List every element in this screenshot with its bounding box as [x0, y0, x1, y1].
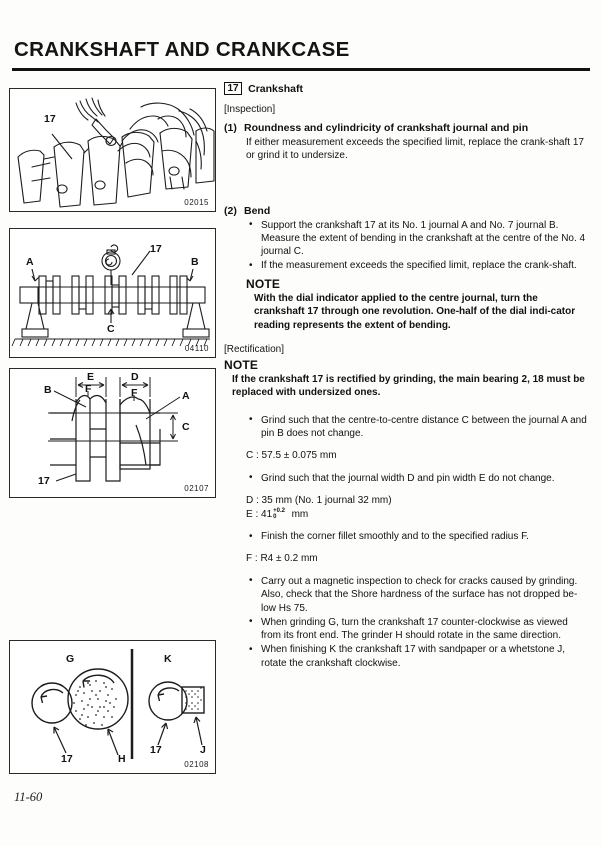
section-heading [224, 82, 590, 95]
figure-1-number: 02015 [184, 198, 209, 207]
figure-2-callout-b: B [191, 256, 199, 268]
figure-3-callout-a: A [182, 390, 190, 402]
content-column [224, 82, 590, 671]
section-number-box: 17 [224, 82, 242, 95]
list-item: • When grinding G, turn the crankshaft 17 counter-clockwise as viewed from its front end. The grinder H should rotate in the same direction. [246, 616, 590, 643]
item-2-bullet-list [246, 219, 590, 273]
list-item: • If the measurement exceeds the specified limit, replace the crank-shaft. [246, 259, 590, 272]
figure-4-callout-k: K [164, 653, 172, 665]
spec-d-e [246, 494, 590, 521]
figure-4-callout-17-left: 17 [61, 753, 73, 765]
bend-note-body: With the dial indicator applied to the centre journal, turn the crankshaft 17 through one revolution. One-half of the dial indi-cator reading represents the extent of bending. [254, 292, 576, 331]
item-1-body: If either measurement exceeds the specified limit, replace the crank-shaft 17 or grind it to undersize. [246, 137, 584, 162]
page-title: CRANKSHAFT AND CRANKCASE [14, 38, 350, 61]
figure-2-number: 04110 [184, 344, 209, 353]
spec-e-tol-bottom: 0 [273, 513, 277, 520]
figure-4-callout-j: J [200, 744, 206, 756]
figure-4-callout-h: H [118, 753, 126, 765]
rectification-bullet-2 [246, 472, 590, 485]
figure-journal-dimensions [9, 368, 216, 498]
figure-3-callout-f2: F [131, 387, 138, 399]
item-1-title: Roundness and cylindricity of crankshaft journal and pin [244, 122, 529, 134]
spec-e-label: E : 41 [246, 508, 273, 520]
figure-4-drawing [10, 641, 215, 773]
figure-measuring-journal [9, 88, 216, 212]
spec-e [246, 508, 590, 522]
spec-e-tol-top: +0.2 [273, 507, 285, 514]
final-bullet-list [246, 575, 590, 670]
spec-e-tolerance [273, 508, 285, 520]
figure-4-number: 02108 [184, 760, 209, 769]
inspection-label: [Inspection] [224, 104, 276, 115]
figure-2-drawing [10, 229, 215, 357]
item-1-heading [224, 122, 590, 134]
list-item: • Grind such that the journal width D and pin width E do not change. [246, 472, 590, 485]
figure-4-callout-g: G [66, 653, 75, 665]
figure-grinding-direction [9, 640, 216, 774]
bend-note-title: NOTE [246, 276, 281, 291]
figure-2-callout-c: C [107, 323, 115, 335]
figure-3-number: 02107 [184, 484, 209, 493]
spec-e-unit: mm [291, 508, 309, 520]
rectification-note-title: NOTE [224, 357, 259, 372]
figure-1-drawing [10, 89, 215, 211]
spec-d: D : 35 mm (No. 1 journal 32 mm) [246, 495, 392, 507]
rectification-bullet-1 [246, 414, 590, 441]
rectification-note-body: If the crankshaft 17 is rectified by grinding, the main bearing 2, 18 must be replaced with undersized ones. [232, 373, 585, 399]
list-item: • Finish the corner fillet smoothly and to the specified radius F. [246, 530, 590, 543]
list-item: • Support the crankshaft 17 at its No. 1 journal A and No. 7 journal B. Measure the extent of bending in the crankshaft at the centre of the No. 4 journal C. [246, 219, 590, 259]
list-item: • Carry out a magnetic inspection to check for cracks caused by grinding. Also, check that the Shore hardness of the surface has not dropped be-low Hs 75. [246, 575, 590, 615]
figure-3-callout-c: C [182, 421, 190, 433]
figure-3-callout-d: D [131, 371, 139, 383]
figure-3-callout-17: 17 [38, 475, 50, 487]
rectification-bullet-3 [246, 530, 590, 543]
figure-bend-check [9, 228, 216, 358]
figure-3-callout-b: B [44, 384, 52, 396]
rectification-label: [Rectification] [224, 343, 285, 355]
list-item: • When finishing K the crankshaft 17 with sandpaper or a whetstone J, rotate the crankshaft clockwise. [246, 643, 590, 670]
spec-c: C : 57.5 ± 0.075 mm [246, 450, 337, 462]
figure-3-callout-f1: F [85, 383, 92, 395]
figure-1-callout-17: 17 [44, 113, 56, 125]
section-name: Crankshaft [248, 82, 303, 95]
item-1-number: (1) [224, 122, 237, 134]
item-2-number: (2) [224, 204, 237, 217]
figure-3-callout-e: E [87, 371, 95, 383]
spec-f: F : R4 ± 0.2 mm [246, 553, 318, 565]
item-2-title: Bend [244, 204, 271, 217]
figure-2-callout-17: 17 [150, 243, 162, 255]
list-item: • Grind such that the centre-to-centre distance C between the journal A and pin B does not change. [246, 414, 590, 441]
page-folio: 11-60 [14, 790, 43, 804]
inspection-item-2 [224, 205, 590, 333]
figure-4-callout-17-right: 17 [150, 744, 162, 756]
title-rule [12, 68, 590, 71]
item-2-heading [224, 205, 590, 217]
inspection-item-1 [224, 122, 590, 163]
figure-2-callout-a: A [26, 256, 34, 268]
